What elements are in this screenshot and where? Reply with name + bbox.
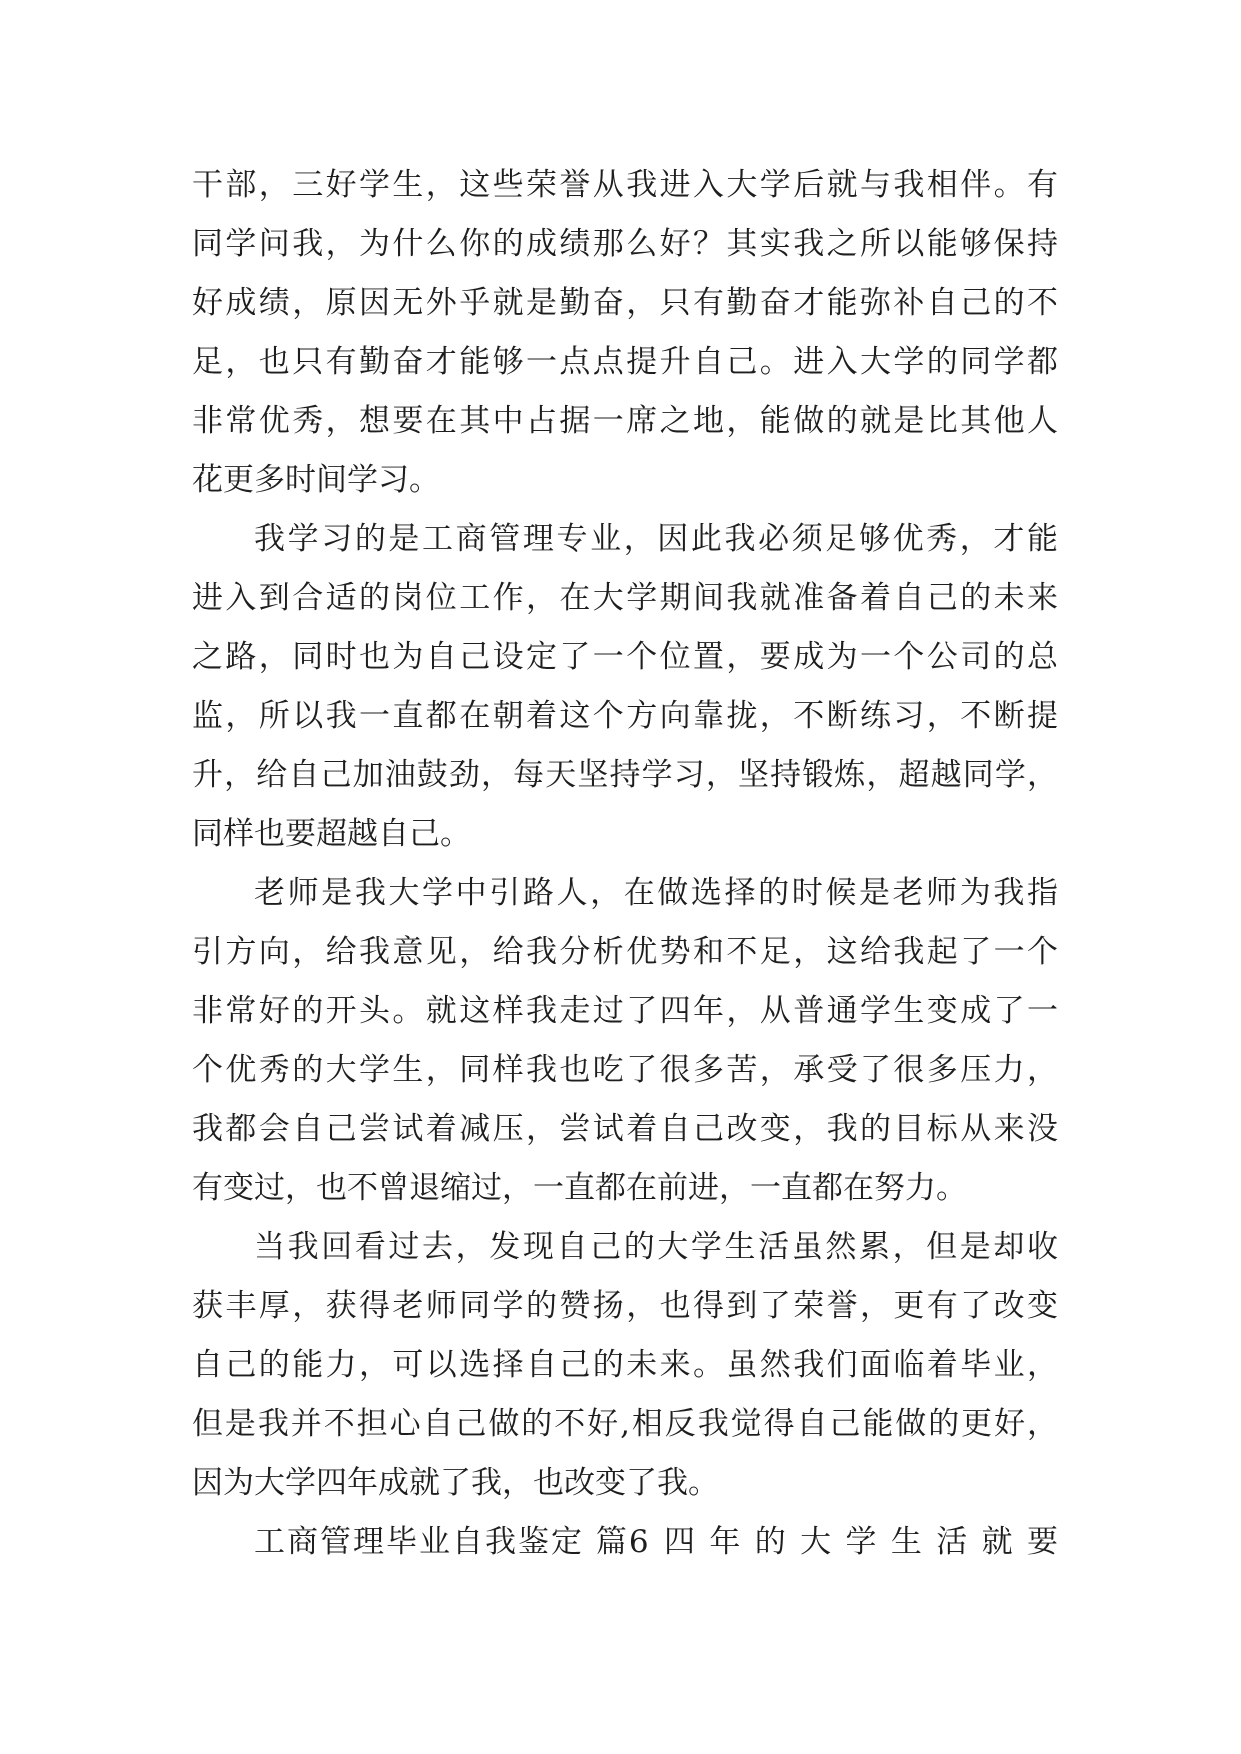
text-line: 非常优秀，想要在其中占据一席之地，能做的就是比其他人: [192, 403, 1058, 439]
text-line: 但是我并不担心自己做的不好,相反我觉得自己能做的更好，: [192, 1406, 1058, 1442]
text-line: 个优秀的大学生，同样我也吃了很多苦，承受了很多压力，: [192, 1052, 1058, 1088]
text-line: 干部，三好学生，这些荣誉从我进入大学后就与我相伴。有: [192, 167, 1058, 203]
paragraph: [192, 156, 1058, 510]
text-line: 好成绩，原因无外乎就是勤奋，只有勤奋才能弥补自己的不: [192, 285, 1058, 321]
text-line: 获丰厚，获得老师同学的赞扬，也得到了荣誉，更有了改变: [192, 1288, 1058, 1324]
paragraph: [192, 864, 1058, 1218]
text-line: 非常好的开头。就这样我走过了四年，从普通学生变成了一: [192, 993, 1058, 1029]
paragraph: [192, 510, 1058, 864]
text-line: 我都会自己尝试着减压，尝试着自己改变，我的目标从来没: [192, 1111, 1058, 1147]
text-line: 自己的能力，可以选择自己的未来。虽然我们面临着毕业，: [192, 1347, 1058, 1383]
text-line: 花更多时间学习。: [192, 462, 440, 498]
text-line: 引方向，给我意见，给我分析优势和不足，这给我起了一个: [192, 934, 1058, 970]
text-line: 足，也只有勤奋才能够一点点提升自己。进入大学的同学都: [192, 344, 1058, 380]
text-line: 当我回看过去，发现自己的大学生活虽然累，但是却收: [254, 1229, 1058, 1265]
text-line: 老师是我大学中引路人，在做选择的时候是老师为我指: [254, 875, 1058, 911]
text-line: 之路，同时也为自己设定了一个位置，要成为一个公司的总: [192, 639, 1058, 675]
text-line: 同学问我，为什么你的成绩那么好？其实我之所以能够保持: [192, 226, 1058, 262]
paragraph: [192, 1218, 1058, 1513]
section-title: 工商管理毕业自我鉴定 篇6: [254, 1524, 651, 1560]
text-line: 我学习的是工商管理专业，因此我必须足够优秀，才能: [254, 521, 1058, 557]
text-line: 监，所以我一直都在朝着这个方向靠拢，不断练习，不断提: [192, 698, 1058, 734]
text-line: 因为大学四年成就了我，也改变了我。: [192, 1465, 719, 1501]
text-line: 进入到合适的岗位工作，在大学期间我就准备着自己的未来: [192, 580, 1058, 616]
text-line: 同样也要超越自己。: [192, 816, 471, 852]
text-line: 升，给自己加油鼓劲，每天坚持学习，坚持锻炼，超越同学，: [192, 757, 1058, 793]
document-body: [192, 156, 1058, 1572]
text-line: 有变过，也不曾退缩过，一直都在前进，一直都在努力。: [192, 1170, 967, 1206]
section-heading-line: [192, 1513, 1058, 1572]
section-body-start: 四年的大学生活就要: [664, 1524, 1058, 1560]
